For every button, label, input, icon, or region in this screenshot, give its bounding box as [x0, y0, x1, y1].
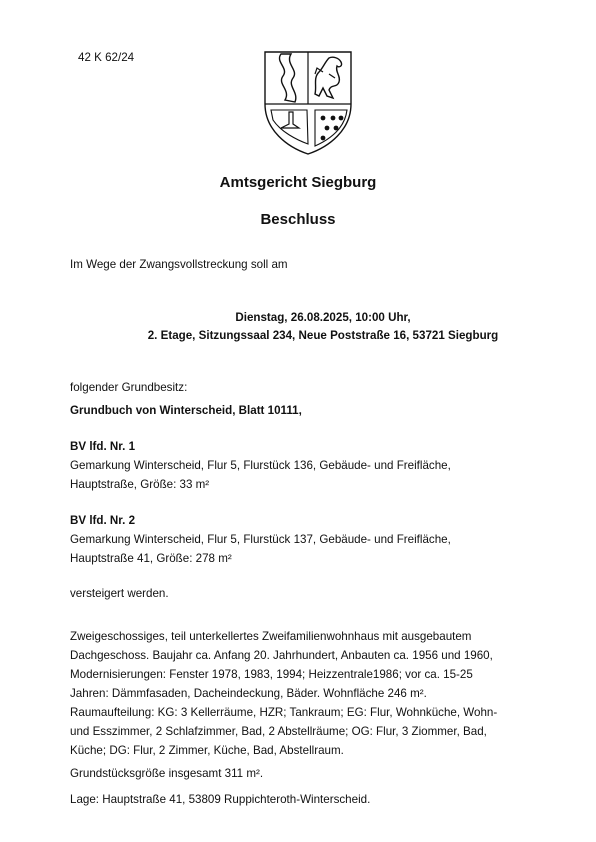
case-number: 42 K 62/24 [78, 51, 135, 64]
court-name: Amtsgericht Siegburg [219, 174, 377, 191]
appointment-place: 2. Etage, Sitzungssaal 234, Neue Poststraße 16, 53721 Siegburg [147, 329, 499, 342]
property-item-heading: BV lfd. Nr. 1 [70, 440, 136, 453]
property-location: Lage: Hauptstraße 41, 53809 Ruppichteroth-Winterscheid. [70, 793, 371, 806]
auction-phrase: versteigert werden. [70, 587, 169, 600]
description-line: Raumaufteilung: KG: 3 Kellerräume, HZR; Tankraum; EG: Flur, Wohnküche, Wohn- [70, 706, 498, 719]
property-item-1 [70, 437, 530, 494]
property-item-2 [70, 511, 530, 568]
description-line: Jahren: Dämmfasaden, Dacheindeckung, Bäder. Wohnfläche 246 m². [70, 687, 427, 700]
property-description [70, 627, 530, 760]
property-item-line: Gemarkung Winterscheid, Flur 5, Flurstück 137, Gebäude- und Freifläche, [70, 533, 451, 546]
nrw-coat-of-arms-icon [259, 44, 357, 156]
property-item-heading: BV lfd. Nr. 2 [70, 514, 136, 527]
description-line: und Esszimmer, 2 Schlafzimmer, Bad, 2 Abstellräume; OG: Flur, 3 Ziommer, Bad, [70, 725, 487, 738]
property-intro: folgender Grundbesitz: [70, 381, 188, 394]
description-line: Modernisierungen: Fenster 1978, 1983, 1994; Heizzentrale1986; vor ca. 15-25 [70, 668, 473, 681]
property-item-line: Hauptstraße, Größe: 33 m² [70, 478, 210, 491]
property-item-line: Gemarkung Winterscheid, Flur 5, Flurstück 136, Gebäude- und Freifläche, [70, 459, 451, 472]
description-line: Küche; DG: Flur, 2 Zimmer, Küche, Bad, Abstellraum. [70, 744, 344, 757]
intro-text: Im Wege der Zwangsvollstreckung soll am [70, 258, 288, 271]
description-line: Zweigeschossiges, teil unterkellertes Zweifamilienwohnhaus mit ausgebautem [70, 630, 472, 643]
total-size: Grundstücksgröße insgesamt 311 m². [70, 767, 264, 780]
appointment-date: Dienstag, 26.08.2025, 10:00 Uhr, [235, 311, 411, 324]
description-line: Dachgeschoss. Baujahr ca. Anfang 20. Jahrhundert, Anbauten ca. 1956 und 1960, [70, 649, 493, 662]
document-title: Beschluss [260, 211, 336, 228]
land-register: Grundbuch von Winterscheid, Blatt 10111, [70, 404, 302, 417]
property-item-line: Hauptstraße 41, Größe: 278 m² [70, 552, 232, 565]
